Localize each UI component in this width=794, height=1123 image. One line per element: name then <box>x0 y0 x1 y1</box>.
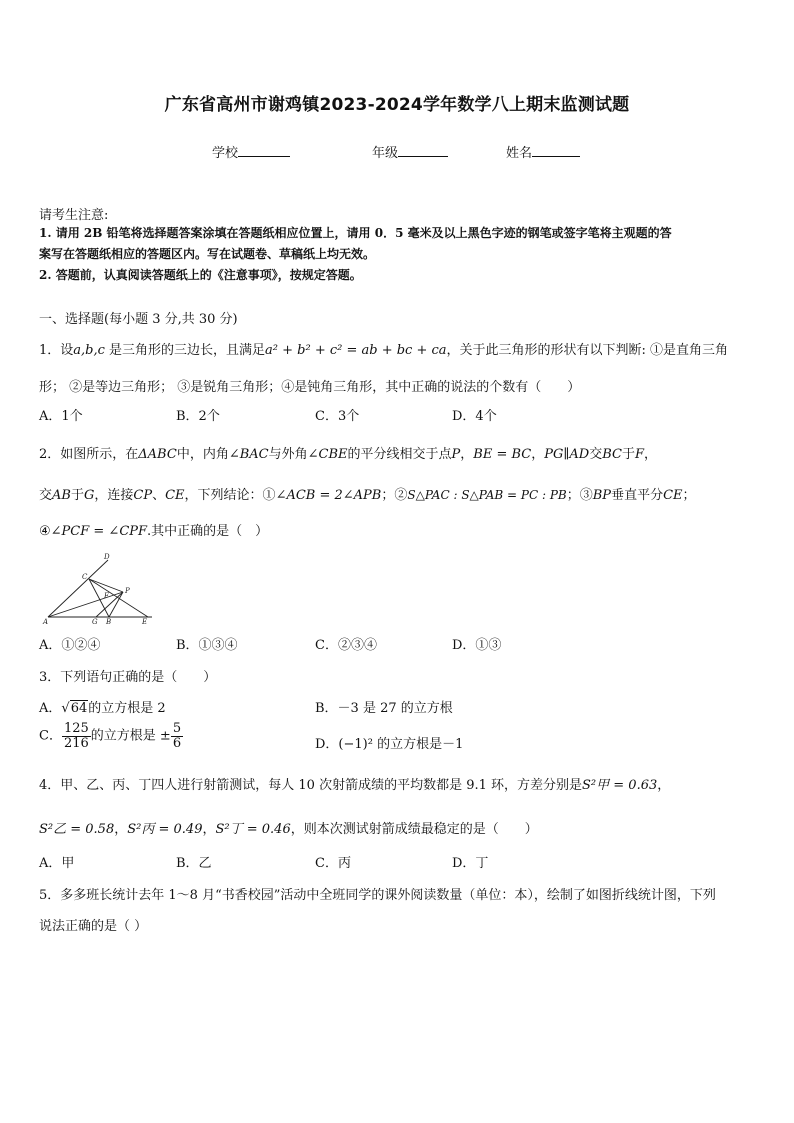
q1-formula: a² + b² + c² = ab + bc + ca <box>265 343 447 358</box>
q2-ce: CE <box>165 488 185 503</box>
school-blank[interactable] <box>238 143 290 157</box>
q2-line1 <box>39 443 657 462</box>
figure-label-c: C <box>82 573 88 581</box>
q4-sep2: ， <box>202 822 216 837</box>
q1-option-b[interactable]: B．2个 <box>176 409 220 424</box>
q2-triangle: ΔABC <box>138 447 177 462</box>
figure-label-a: A <box>43 618 49 626</box>
q4-t2: ， <box>657 778 671 793</box>
name-blank[interactable] <box>532 143 580 157</box>
line-ce <box>89 579 148 617</box>
figure-label-d: D <box>104 553 110 561</box>
q2-conclusion-4: ∠PCF = ∠CPF <box>50 524 148 539</box>
page-title: 广东省高州市谢鸡镇2023-2024学年数学八上期末监测试题 <box>164 95 630 115</box>
q1-option-d[interactable]: D．4个 <box>452 409 497 424</box>
q2-t8: 于 <box>621 447 635 462</box>
notice-heading: 请考生注意: <box>39 208 109 223</box>
q3-c-mid: 的立方根是 ± <box>90 728 171 744</box>
figure-label-b: B <box>106 618 112 626</box>
q2-t20: .其中正确的是（ ） <box>147 524 269 539</box>
q3-c-fraction2 <box>171 722 183 750</box>
q4-variance-yi: S²乙 = 0.58 <box>39 822 115 837</box>
q2-eq-be-bc: BE = BC <box>473 447 532 462</box>
q3-c-num: 125 <box>63 721 89 736</box>
figure-label-e: E <box>142 618 148 626</box>
school-label: 学校 <box>212 146 239 161</box>
q4-variance-jia: S²甲 = 0.63 <box>582 778 658 793</box>
q2-t18: ； <box>682 488 696 503</box>
q4-t3: ，则本次测试射箭成绩最稳定的是（ ） <box>290 822 538 837</box>
q2-angle-bac: ∠BAC <box>228 447 269 462</box>
q4-t1: 4．甲、乙、丙、丁四人进行射箭测试，每人 10 次射箭成绩的平均数都是 9.1 环，方差分别是 <box>39 778 583 793</box>
q3-option-d[interactable]: D．(−1)² 的立方根是－1 <box>315 737 464 752</box>
q3-stem: 3．下列语句正确的是（ ） <box>39 670 217 685</box>
grade-blank[interactable] <box>398 143 448 157</box>
grade-label: 年级 <box>372 146 399 161</box>
q5-line1: 5．多多班长统计去年 1～8 月“书香校园”活动中全班同学的课外阅读数量（单位：本），绘制了如图折线统计图，下列 <box>39 888 716 903</box>
q1-pre: 1．设 <box>39 343 74 358</box>
q4-sep1: ， <box>114 822 128 837</box>
q2-t5: ， <box>460 447 474 462</box>
q2-t12: ，连接 <box>94 488 134 503</box>
line-ad <box>48 560 108 617</box>
q3-option-b[interactable]: B．－3 是 27 的立方根 <box>315 701 453 716</box>
q2-t6: ， <box>531 447 545 462</box>
q2-t14: ，下列结论：① <box>184 488 276 503</box>
q2-t1: 2．如图所示，在 <box>39 447 139 462</box>
q2-option-a[interactable]: A．①②④ <box>39 638 101 653</box>
q2-line3 <box>39 520 268 539</box>
q2-t13: 、 <box>152 488 166 503</box>
figure-label-f: F <box>104 592 109 600</box>
q2-cp: CP <box>133 488 153 503</box>
q2-option-b[interactable]: B．①③④ <box>176 638 238 653</box>
q3-c-den: 216 <box>63 735 89 751</box>
q3-c-pre: C． <box>39 728 62 744</box>
q2-option-c[interactable]: C．②③④ <box>315 638 377 653</box>
q2-conclusion-2: S△PAC : S△PAB = PC : PB <box>407 488 567 502</box>
q2-t19: ④ <box>39 524 51 539</box>
q3-a-radicand: 64 <box>70 701 88 716</box>
q3-option-a[interactable] <box>39 697 166 716</box>
q2-angle-cbe: ∠CBE <box>307 447 348 462</box>
name-field[interactable] <box>506 142 580 161</box>
school-field[interactable] <box>212 142 290 161</box>
figure-label-p: P <box>125 587 130 595</box>
q1-mid: 是三角形的三边长，且满足 <box>104 343 266 358</box>
q2-point-g: G <box>83 488 95 503</box>
q2-t3: 与外角 <box>268 447 308 462</box>
q5-line2: 说法正确的是（ ） <box>39 919 148 934</box>
q3-c-den2: 6 <box>172 735 182 751</box>
q2-t9: ， <box>644 447 658 462</box>
q2-t7: 交 <box>589 447 603 462</box>
q3-c-num2: 5 <box>172 721 182 736</box>
q2-t4: 的平分线相交于点 <box>347 447 452 462</box>
q2-option-d[interactable]: D．①③ <box>452 638 502 653</box>
notice-item2: 2. 答题前，认真阅读答题纸上的《注意事项》，按规定答题。 <box>39 268 362 282</box>
q2-line2 <box>39 484 696 503</box>
q4-line1 <box>39 774 670 793</box>
q2-point-p: P <box>451 447 461 462</box>
grade-field[interactable] <box>372 142 448 161</box>
q4-variance-bing: S²丙 = 0.49 <box>127 822 203 837</box>
q2-t17: 垂直平分 <box>611 488 664 503</box>
q3-a-pre: A． <box>39 701 62 716</box>
notice-item1-line2: 案写在答题纸相应的答题区内。写在试题卷、草稿纸上均无效。 <box>39 247 376 261</box>
q2-t11: 于 <box>70 488 84 503</box>
q2-geometry-figure <box>40 552 160 626</box>
q4-option-a[interactable]: A．甲 <box>39 856 75 871</box>
q2-bc: BC <box>602 447 622 462</box>
q2-ce-2: CE <box>663 488 683 503</box>
line-pg <box>96 592 123 617</box>
section1-heading: 一、选择题(每小题 3 分,共 30 分) <box>39 312 238 327</box>
q4-line2 <box>39 818 538 837</box>
q3-option-c[interactable] <box>39 722 183 750</box>
q2-ab: AB <box>52 488 71 503</box>
q1-line2: 形； ②是等边三角形； ③是锐角三角形；④是钝角三角形，其中正确的说法的个数有（ ） <box>39 380 581 395</box>
figure-label-g: G <box>92 618 98 626</box>
q2-pg-parallel-ad: PG∥AD <box>544 447 590 462</box>
q4-option-b[interactable]: B．乙 <box>176 856 212 871</box>
q4-option-d[interactable]: D．丁 <box>452 856 489 871</box>
name-label: 姓名 <box>506 146 533 161</box>
notice-item1-line1: 1. 请用 2B 铅笔将选择题答案涂填在答题纸相应位置上，请用 0．5 毫米及以上黑色字迹的钢笔或签字笔将主观题的答 <box>39 226 672 240</box>
q4-variance-ding: S²丁 = 0.46 <box>215 822 291 837</box>
q2-t16: ；③ <box>566 488 593 503</box>
sqrt-sign: √ <box>61 701 70 716</box>
q2-conclusion-1: ∠ACB = 2∠APB <box>275 488 382 503</box>
q1-post: ，关于此三角形的形状有以下判断: ①是直角三角 <box>446 343 729 358</box>
q3-c-fraction <box>62 722 91 750</box>
line-ap <box>48 592 123 617</box>
q2-t2: 中，内角 <box>176 447 229 462</box>
q2-point-f: F <box>635 447 645 462</box>
q1-option-a[interactable]: A．1个 <box>39 409 83 424</box>
q3-a-post: 的立方根是 2 <box>88 701 166 716</box>
q2-bp: BP <box>592 488 612 503</box>
q1-option-c[interactable]: C．3个 <box>315 409 360 424</box>
q1-line1 <box>39 339 728 358</box>
q1-vars: a,b,c <box>73 343 105 358</box>
q2-t10: 交 <box>39 488 53 503</box>
q2-t15: ；② <box>381 488 408 503</box>
q4-option-c[interactable]: C．丙 <box>315 856 351 871</box>
